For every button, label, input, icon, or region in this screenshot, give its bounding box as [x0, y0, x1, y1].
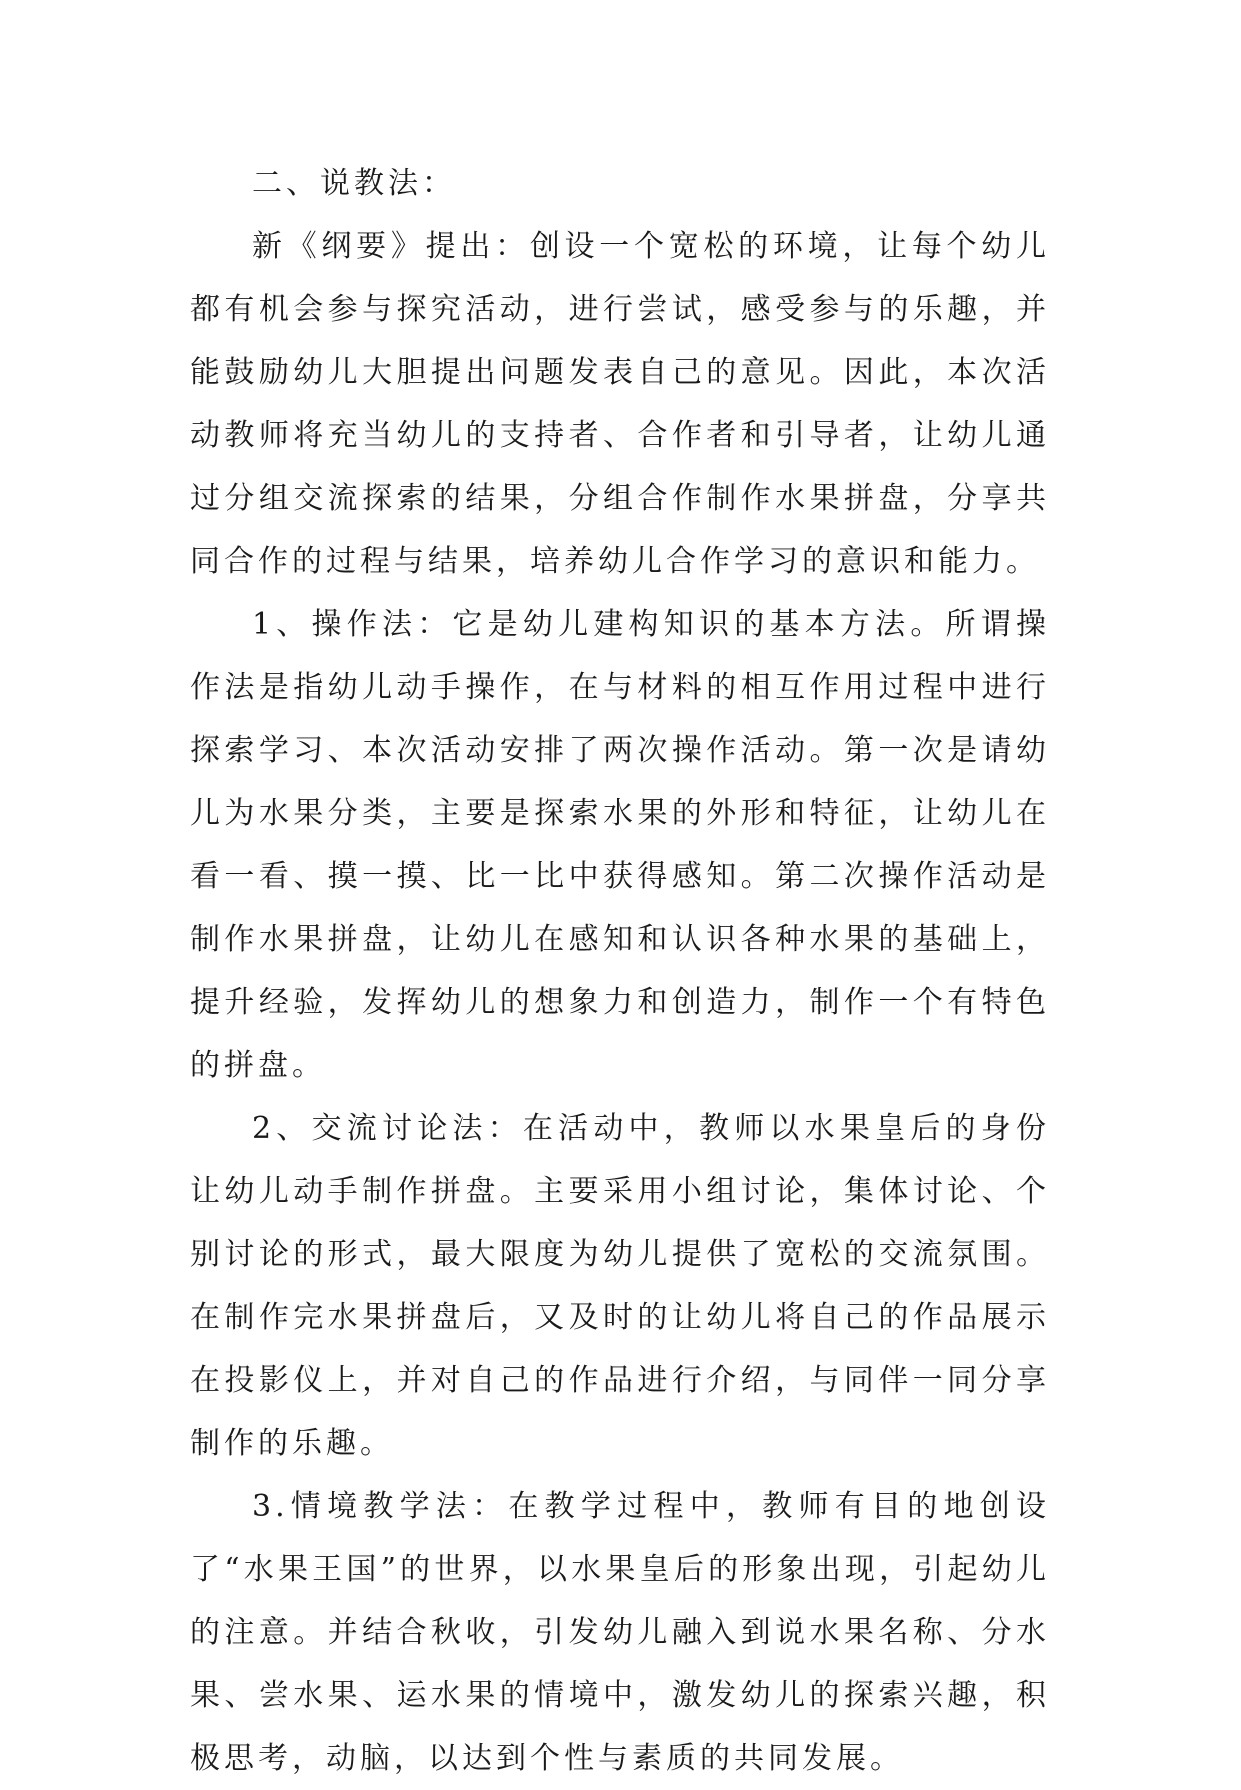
- paragraph-operation-method: 1、操作法：它是幼儿建构知识的基本方法。所谓操作法是指幼儿动手操作，在与材料的相互作用过程中进行探索学习、本次活动安排了两次操作活动。第一次是请幼儿为水果分类，主要是探索水果的外形和特征，让幼儿在看一看、摸一摸、比一比中获得感知。第二次操作活动是制作水果拼盘，让幼儿在感知和认识各种水果的基础上，提升经验，发挥幼儿的想象力和创造力，制作一个有特色的拼盘。: [190, 607, 1050, 1083]
- document-body: [190, 152, 1050, 1790]
- paragraph-situational-method: 3.情境教学法：在教学过程中，教师有目的地创设了“水果王国”的世界，以水果皇后的形象出现，引起幼儿的注意。并结合秋收，引发幼儿融入到说水果名称、分水果、尝水果、运水果的情境中，激发幼儿的探索兴趣，积极思考，动脑，以达到个性与素质的共同发展。: [190, 1489, 1050, 1776]
- paragraph-discussion-method: 2、交流讨论法：在活动中，教师以水果皇后的身份让幼儿动手制作拼盘。主要采用小组讨论，集体讨论、个别讨论的形式，最大限度为幼儿提供了宽松的交流氛围。在制作完水果拼盘后，又及时的让幼儿将自己的作品展示在投影仪上，并对自己的作品进行介绍，与同伴一同分享制作的乐趣。: [190, 1111, 1050, 1461]
- paragraph-intro: 新《纲要》提出：创设一个宽松的环境，让每个幼儿都有机会参与探究活动，进行尝试，感受参与的乐趣，并能鼓励幼儿大胆提出问题发表自己的意见。因此，本次活动教师将充当幼儿的支持者、合作者和引导者，让幼儿通过分组交流探索的结果，分组合作制作水果拼盘，分享共同合作的过程与结果，培养幼儿合作学习的意识和能力。: [190, 229, 1050, 579]
- section-heading: 二、说教法：: [252, 166, 456, 201]
